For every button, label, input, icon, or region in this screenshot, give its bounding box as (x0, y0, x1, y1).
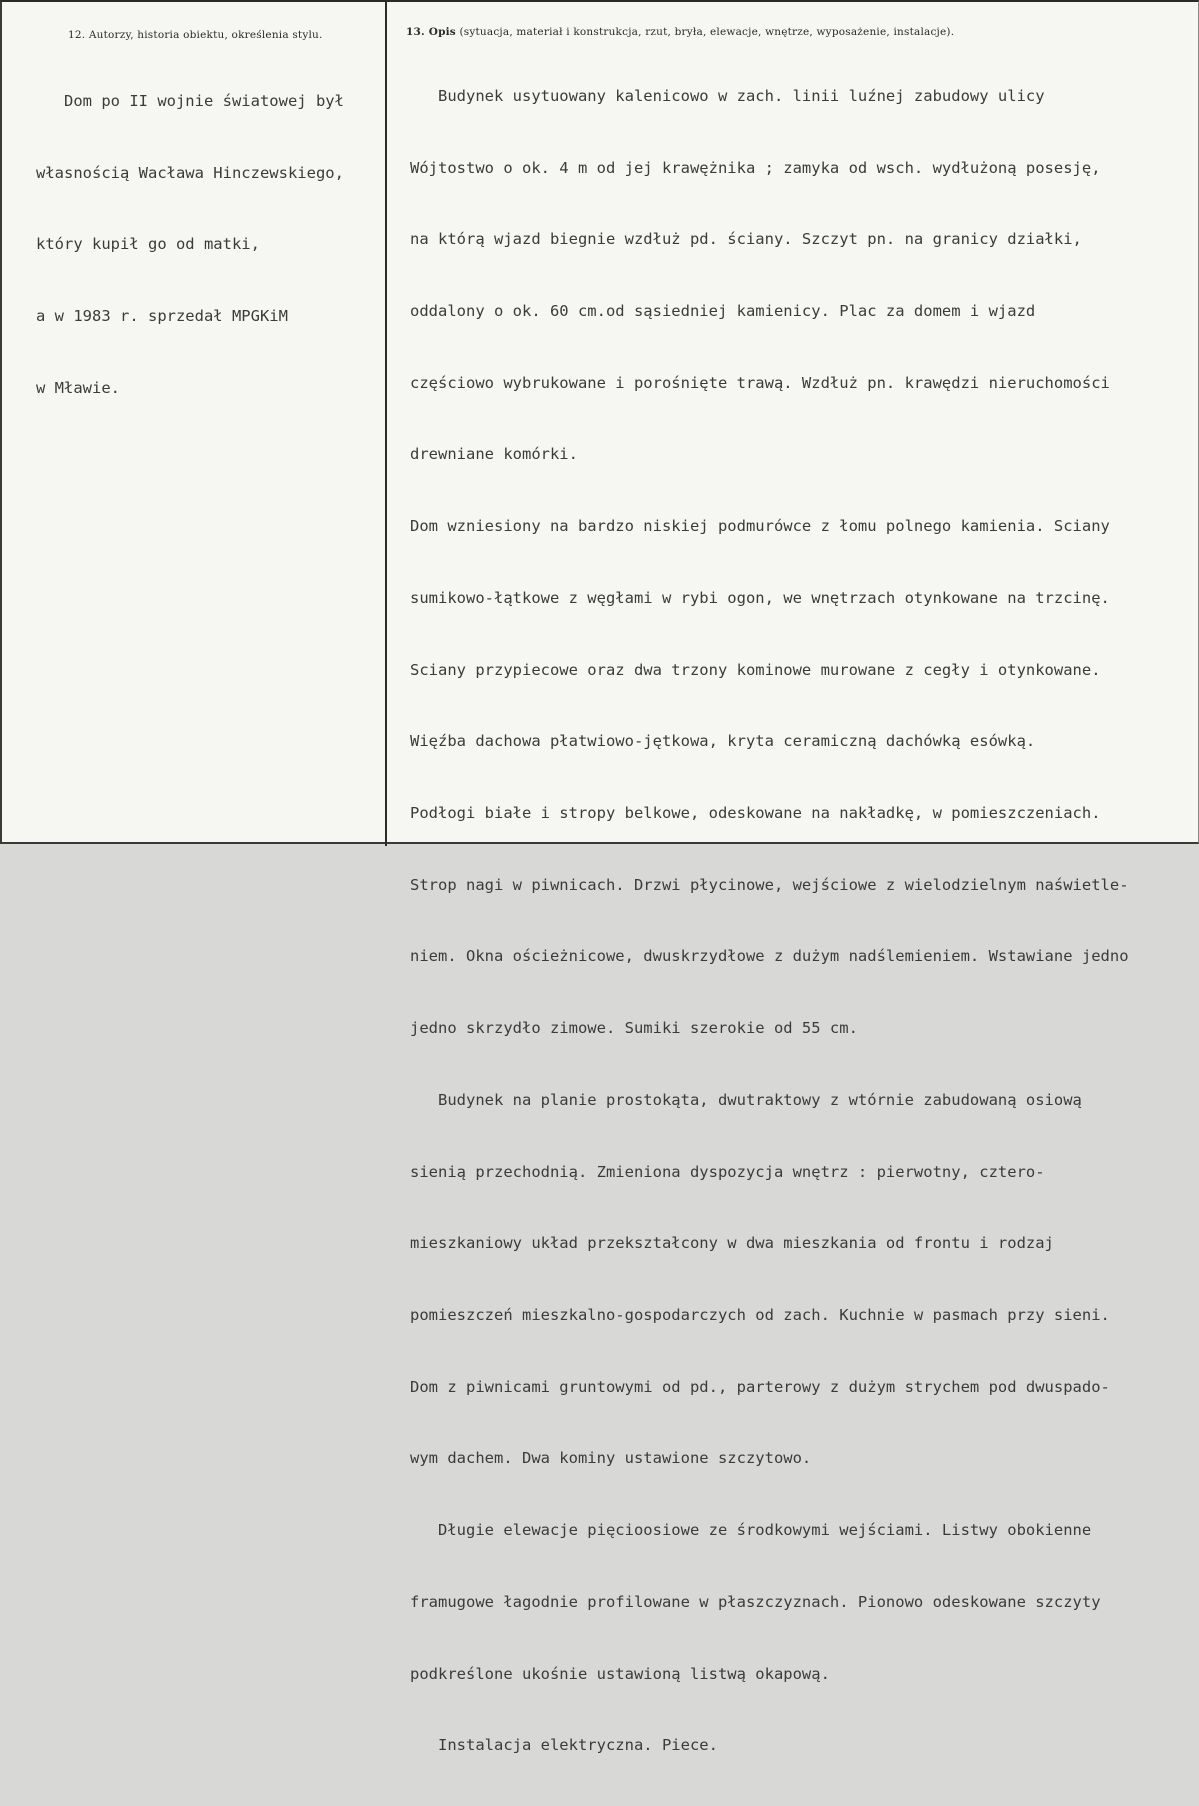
text-line: sienią przechodnią. Zmieniona dyspozycja wnętrz : pierwotny, cztero- (410, 1162, 1045, 1181)
text-line: drewniane komórki. (410, 445, 578, 464)
text-line: wym dachem. Dwa kominy ustawione szczytowo. (410, 1449, 812, 1468)
text-line: Długie elewacje pięcioosiowe ze środkowymi wejściami. Listwy obokienne (410, 1521, 1092, 1540)
text-line: który kupił go od matki, (36, 235, 260, 254)
text-line: częściowo wybrukowane i porośnięte trawą. Wzdłuż pn. krawędzi nieruchomości (410, 373, 1110, 392)
text-line: Strop nagi w piwnicach. Drzwi płycinowe, wejściowe z wielodzielnym naświetle- (410, 875, 1129, 894)
text-line: Więźba dachowa płatwiowo-jętkowa, kryta ceramiczną dachówką esówką. (410, 732, 1036, 751)
text-line: oddalony o ok. 60 cm.od sąsiedniej kamienicy. Plac za domem i wjazd (410, 301, 1036, 320)
text-line: Dom po II wojnie światowej był (36, 91, 344, 110)
text-line: sumikowo-łątkowe z węgłami w rybi ogon, we wnętrzach otynkowane na trzcinę. (410, 588, 1110, 607)
text-line: mieszkaniowy układ przekształcony w dwa mieszkania od frontu i rodzaj (410, 1234, 1054, 1253)
text-line: podkreślone ukośnie ustawioną listwą okapową. (410, 1664, 830, 1683)
column-divider (385, 2, 387, 846)
description-text (410, 37, 1129, 1806)
text-line: pomieszczeń mieszkalno-gospodarczych od zach. Kuchnie w pasmach przy sieni. (410, 1306, 1110, 1325)
text-line: Budynek usytuowany kalenicowo w zach. linii luźnej zabudowy ulicy (410, 86, 1045, 105)
text-line: framugowe łagodnie profilowane w płaszczyznach. Pionowo odeskowane szczyty (410, 1592, 1101, 1611)
text-line: Podłogi białe i stropy belkowe, odeskowane na nakładkę, w pomieszczeniach. (410, 804, 1101, 822)
text-line: Instalacja elektryczna. Piece. (410, 1736, 718, 1755)
text-line: w Mławie. (36, 378, 120, 397)
text-line: a w 1983 r. sprzedał MPGKiM (36, 306, 288, 325)
text-line: Wójtostwo o ok. 4 m od jej krawężnika ; zamyka od wsch. wydłużoną posesję, (410, 158, 1101, 177)
text-line: Budynek na planie prostokąta, dwutraktowy z wtórnie zabudowaną osiową (410, 1090, 1082, 1109)
text-line: Dom wzniesiony na bardzo niskiej podmurówce z łomu polnego kamienia. Sciany (410, 517, 1110, 536)
right-header-number: 13. Opis (406, 26, 456, 38)
authors-history-text (36, 42, 344, 448)
text-line: na którą wjazd biegnie wzdłuż pd. ściany. Szczyt pn. na granicy działki, (410, 230, 1082, 249)
text-line: Sciany przypiecowe oraz dwa trzony kominowe murowane z cegły i otynkowane. (410, 660, 1101, 679)
text-line: niem. Okna ościeżnicowe, dwuskrzydłowe z dużym nadślemieniem. Wstawiane jedno (410, 947, 1129, 966)
text-line: własnością Wacława Hinczewskiego, (36, 163, 344, 182)
left-column-header: 12. Autorzy, historia obiektu, określenia stylu. (68, 29, 323, 41)
text-line: jedno skrzydło zimowe. Sumiki szerokie od 55 cm. (410, 1019, 858, 1038)
right-header-rest: (sytuacja, materiał i konstrukcja, rzut, bryła, elewacje, wnętrze, wyposażenie, instalacje). (459, 26, 955, 38)
text-line: Dom z piwnicami gruntowymi od pd., parterowy z dużym strychem pod dwuspado- (410, 1377, 1110, 1396)
